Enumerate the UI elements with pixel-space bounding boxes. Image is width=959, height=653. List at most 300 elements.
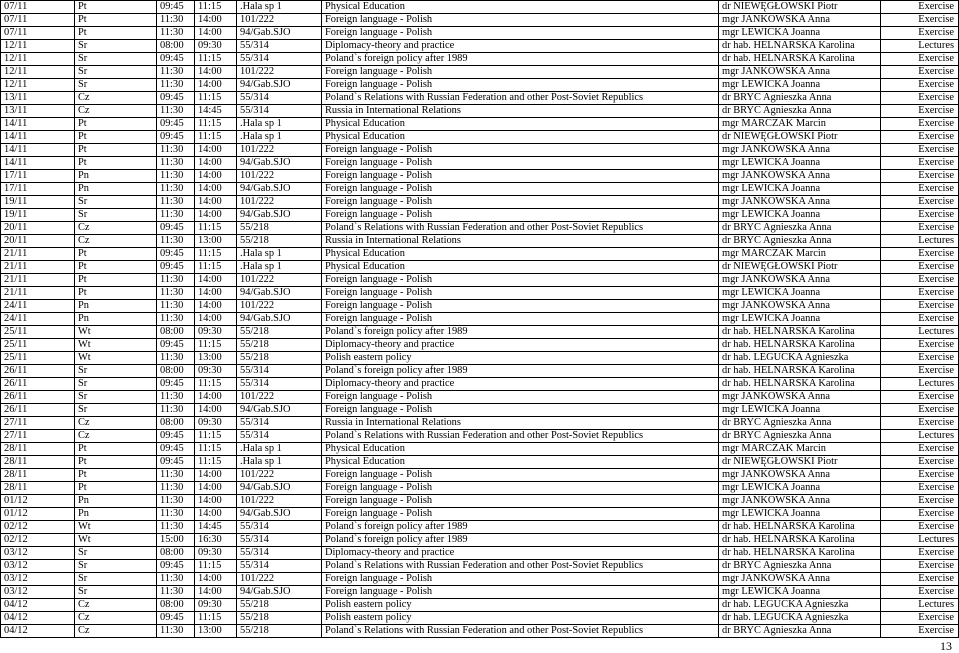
course-cell: Foreign language - Polish <box>322 27 719 40</box>
table-row <box>1 300 959 313</box>
room-cell: 101/222 <box>237 495 322 508</box>
type-cell: Exercise <box>881 14 959 27</box>
end-time-cell: 09:30 <box>195 326 237 339</box>
weekday-cell: Śr <box>75 66 157 79</box>
date-cell: 12/11 <box>1 40 75 53</box>
type-cell: Exercise <box>881 339 959 352</box>
weekday-cell: Pt <box>75 287 157 300</box>
weekday-cell: Śr <box>75 573 157 586</box>
instructor-cell: dr hab. HELNARSKA Karolina <box>719 339 881 352</box>
table-row <box>1 573 959 586</box>
weekday-cell: Wt <box>75 534 157 547</box>
course-cell: Poland`s foreign policy after 1989 <box>322 521 719 534</box>
instructor-cell: dr hab. HELNARSKA Karolina <box>719 547 881 560</box>
weekday-cell: Cz <box>75 105 157 118</box>
end-time-cell: 14:00 <box>195 144 237 157</box>
room-cell: 101/222 <box>237 573 322 586</box>
instructor-cell: mgr JANKOWSKA Anna <box>719 300 881 313</box>
instructor-cell: mgr JANKOWSKA Anna <box>719 573 881 586</box>
room-cell: 55/314 <box>237 430 322 443</box>
weekday-cell: Śr <box>75 365 157 378</box>
table-row <box>1 1 959 14</box>
start-time-cell: 08:00 <box>157 599 195 612</box>
date-cell: 25/11 <box>1 326 75 339</box>
weekday-cell: Śr <box>75 560 157 573</box>
weekday-cell: Cz <box>75 417 157 430</box>
course-cell: Foreign language - Polish <box>322 469 719 482</box>
start-time-cell: 11:30 <box>157 235 195 248</box>
table-row <box>1 313 959 326</box>
start-time-cell: 11:30 <box>157 14 195 27</box>
date-cell: 25/11 <box>1 339 75 352</box>
date-cell: 27/11 <box>1 430 75 443</box>
type-cell: Exercise <box>881 443 959 456</box>
start-time-cell: 11:30 <box>157 469 195 482</box>
end-time-cell: 14:00 <box>195 495 237 508</box>
end-time-cell: 14:00 <box>195 287 237 300</box>
start-time-cell: 09:45 <box>157 612 195 625</box>
room-cell: 55/314 <box>237 417 322 430</box>
type-cell: Exercise <box>881 456 959 469</box>
instructor-cell: mgr JANKOWSKA Anna <box>719 66 881 79</box>
instructor-cell: dr hab. HELNARSKA Karolina <box>719 521 881 534</box>
instructor-cell: dr BRYC Agnieszka Anna <box>719 560 881 573</box>
instructor-cell: dr NIEWĘGŁOWSKI Piotr <box>719 131 881 144</box>
course-cell: Foreign language - Polish <box>322 196 719 209</box>
room-cell: .Hala sp 1 <box>237 261 322 274</box>
end-time-cell: 14:00 <box>195 196 237 209</box>
course-cell: Poland`s foreign policy after 1989 <box>322 534 719 547</box>
instructor-cell: dr hab. HELNARSKA Karolina <box>719 378 881 391</box>
start-time-cell: 11:30 <box>157 300 195 313</box>
type-cell: Exercise <box>881 313 959 326</box>
type-cell: Exercise <box>881 79 959 92</box>
room-cell: 55/314 <box>237 378 322 391</box>
type-cell: Exercise <box>881 352 959 365</box>
weekday-cell: Cz <box>75 599 157 612</box>
start-time-cell: 08:00 <box>157 40 195 53</box>
weekday-cell: Pn <box>75 300 157 313</box>
weekday-cell: Pt <box>75 482 157 495</box>
end-time-cell: 11:15 <box>195 443 237 456</box>
date-cell: 28/11 <box>1 469 75 482</box>
course-cell: Physical Education <box>322 1 719 14</box>
type-cell: Lectures <box>881 378 959 391</box>
start-time-cell: 09:45 <box>157 456 195 469</box>
table-row <box>1 417 959 430</box>
course-cell: Foreign language - Polish <box>322 482 719 495</box>
type-cell: Exercise <box>881 417 959 430</box>
start-time-cell: 11:30 <box>157 27 195 40</box>
instructor-cell: mgr LEWICKA Joanna <box>719 586 881 599</box>
instructor-cell: dr hab. LEGUCKA Agnieszka <box>719 352 881 365</box>
table-row <box>1 235 959 248</box>
weekday-cell: Cz <box>75 222 157 235</box>
room-cell: 101/222 <box>237 144 322 157</box>
course-cell: Russia in International Relations <box>322 417 719 430</box>
weekday-cell: Śr <box>75 40 157 53</box>
instructor-cell: mgr LEWICKA Joanna <box>719 482 881 495</box>
course-cell: Foreign language - Polish <box>322 300 719 313</box>
date-cell: 26/11 <box>1 391 75 404</box>
date-cell: 17/11 <box>1 183 75 196</box>
instructor-cell: mgr LEWICKA Joanna <box>719 508 881 521</box>
date-cell: 24/11 <box>1 300 75 313</box>
type-cell: Lectures <box>881 534 959 547</box>
weekday-cell: Pn <box>75 313 157 326</box>
weekday-cell: Cz <box>75 430 157 443</box>
date-cell: 14/11 <box>1 118 75 131</box>
start-time-cell: 11:30 <box>157 287 195 300</box>
instructor-cell: mgr JANKOWSKA Anna <box>719 495 881 508</box>
course-cell: Polish eastern policy <box>322 599 719 612</box>
start-time-cell: 11:30 <box>157 352 195 365</box>
table-row <box>1 287 959 300</box>
room-cell: 94/Gab.SJO <box>237 404 322 417</box>
weekday-cell: Pt <box>75 118 157 131</box>
room-cell: 94/Gab.SJO <box>237 313 322 326</box>
instructor-cell: dr BRYC Agnieszka Anna <box>719 222 881 235</box>
table-row <box>1 521 959 534</box>
room-cell: 55/218 <box>237 235 322 248</box>
weekday-cell: Cz <box>75 92 157 105</box>
course-cell: Physical Education <box>322 131 719 144</box>
course-cell: Diplomacy-theory and practice <box>322 339 719 352</box>
weekday-cell: Pt <box>75 469 157 482</box>
table-row <box>1 40 959 53</box>
weekday-cell: Śr <box>75 404 157 417</box>
weekday-cell: Pt <box>75 144 157 157</box>
instructor-cell: mgr LEWICKA Joanna <box>719 27 881 40</box>
start-time-cell: 11:30 <box>157 508 195 521</box>
date-cell: 03/12 <box>1 547 75 560</box>
end-time-cell: 14:00 <box>195 482 237 495</box>
course-cell: Poland`s foreign policy after 1989 <box>322 365 719 378</box>
weekday-cell: Śr <box>75 547 157 560</box>
date-cell: 03/12 <box>1 573 75 586</box>
instructor-cell: mgr LEWICKA Joanna <box>719 287 881 300</box>
room-cell: 94/Gab.SJO <box>237 79 322 92</box>
table-row <box>1 53 959 66</box>
instructor-cell: mgr LEWICKA Joanna <box>719 209 881 222</box>
end-time-cell: 11:15 <box>195 53 237 66</box>
course-cell: Foreign language - Polish <box>322 157 719 170</box>
end-time-cell: 14:00 <box>195 274 237 287</box>
type-cell: Lectures <box>881 326 959 339</box>
date-cell: 13/11 <box>1 105 75 118</box>
date-cell: 14/11 <box>1 144 75 157</box>
room-cell: 55/218 <box>237 326 322 339</box>
date-cell: 21/11 <box>1 287 75 300</box>
end-time-cell: 11:15 <box>195 378 237 391</box>
weekday-cell: Pn <box>75 495 157 508</box>
instructor-cell: mgr JANKOWSKA Anna <box>719 14 881 27</box>
end-time-cell: 11:15 <box>195 222 237 235</box>
room-cell: 94/Gab.SJO <box>237 183 322 196</box>
table-row <box>1 625 959 638</box>
type-cell: Exercise <box>881 183 959 196</box>
type-cell: Exercise <box>881 560 959 573</box>
instructor-cell: dr NIEWĘGŁOWSKI Piotr <box>719 1 881 14</box>
table-row <box>1 14 959 27</box>
start-time-cell: 08:00 <box>157 417 195 430</box>
course-cell: Foreign language - Polish <box>322 495 719 508</box>
course-cell: Russia in International Relations <box>322 105 719 118</box>
start-time-cell: 11:30 <box>157 105 195 118</box>
date-cell: 24/11 <box>1 313 75 326</box>
date-cell: 21/11 <box>1 248 75 261</box>
start-time-cell: 09:45 <box>157 118 195 131</box>
table-row <box>1 118 959 131</box>
type-cell: Exercise <box>881 131 959 144</box>
table-row <box>1 586 959 599</box>
course-cell: Physical Education <box>322 456 719 469</box>
weekday-cell: Pt <box>75 274 157 287</box>
date-cell: 19/11 <box>1 209 75 222</box>
start-time-cell: 11:30 <box>157 391 195 404</box>
type-cell: Exercise <box>881 287 959 300</box>
table-row <box>1 79 959 92</box>
course-cell: Diplomacy-theory and practice <box>322 378 719 391</box>
end-time-cell: 14:00 <box>195 66 237 79</box>
start-time-cell: 09:45 <box>157 339 195 352</box>
table-row <box>1 27 959 40</box>
table-row <box>1 599 959 612</box>
course-cell: Russia in International Relations <box>322 235 719 248</box>
date-cell: 04/12 <box>1 612 75 625</box>
end-time-cell: 11:15 <box>195 1 237 14</box>
type-cell: Exercise <box>881 586 959 599</box>
room-cell: 55/218 <box>237 625 322 638</box>
course-cell: Diplomacy-theory and practice <box>322 547 719 560</box>
end-time-cell: 09:30 <box>195 417 237 430</box>
room-cell: 94/Gab.SJO <box>237 209 322 222</box>
end-time-cell: 09:30 <box>195 40 237 53</box>
course-cell: Foreign language - Polish <box>322 404 719 417</box>
course-cell: Physical Education <box>322 248 719 261</box>
instructor-cell: dr NIEWĘGŁOWSKI Piotr <box>719 261 881 274</box>
date-cell: 28/11 <box>1 456 75 469</box>
room-cell: 101/222 <box>237 14 322 27</box>
type-cell: Exercise <box>881 547 959 560</box>
weekday-cell: Pn <box>75 508 157 521</box>
course-cell: Polish eastern policy <box>322 612 719 625</box>
table-row <box>1 196 959 209</box>
start-time-cell: 11:30 <box>157 170 195 183</box>
type-cell: Exercise <box>881 391 959 404</box>
start-time-cell: 09:45 <box>157 53 195 66</box>
course-cell: Poland`s Relations with Russian Federation and other Post-Soviet Republics <box>322 625 719 638</box>
start-time-cell: 11:30 <box>157 274 195 287</box>
start-time-cell: 08:00 <box>157 326 195 339</box>
start-time-cell: 09:45 <box>157 131 195 144</box>
course-cell: Foreign language - Polish <box>322 144 719 157</box>
instructor-cell: mgr JANKOWSKA Anna <box>719 144 881 157</box>
end-time-cell: 11:15 <box>195 339 237 352</box>
end-time-cell: 14:00 <box>195 300 237 313</box>
start-time-cell: 11:30 <box>157 625 195 638</box>
start-time-cell: 11:30 <box>157 573 195 586</box>
weekday-cell: Cz <box>75 612 157 625</box>
end-time-cell: 14:00 <box>195 469 237 482</box>
type-cell: Exercise <box>881 53 959 66</box>
instructor-cell: dr hab. HELNARSKA Karolina <box>719 40 881 53</box>
weekday-cell: Pt <box>75 14 157 27</box>
room-cell: 101/222 <box>237 391 322 404</box>
course-cell: Poland`s Relations with Russian Federation and other Post-Soviet Republics <box>322 560 719 573</box>
instructor-cell: mgr MARCZAK Marcin <box>719 118 881 131</box>
table-row <box>1 131 959 144</box>
room-cell: .Hala sp 1 <box>237 118 322 131</box>
table-row <box>1 157 959 170</box>
table-row <box>1 92 959 105</box>
table-row <box>1 443 959 456</box>
date-cell: 27/11 <box>1 417 75 430</box>
start-time-cell: 11:30 <box>157 66 195 79</box>
room-cell: 101/222 <box>237 274 322 287</box>
table-row <box>1 430 959 443</box>
room-cell: .Hala sp 1 <box>237 131 322 144</box>
weekday-cell: Pn <box>75 183 157 196</box>
end-time-cell: 11:15 <box>195 560 237 573</box>
type-cell: Exercise <box>881 222 959 235</box>
table-row <box>1 170 959 183</box>
table-row <box>1 482 959 495</box>
date-cell: 04/12 <box>1 599 75 612</box>
start-time-cell: 09:45 <box>157 261 195 274</box>
date-cell: 12/11 <box>1 66 75 79</box>
type-cell: Exercise <box>881 365 959 378</box>
type-cell: Lectures <box>881 40 959 53</box>
table-row <box>1 105 959 118</box>
date-cell: 12/11 <box>1 53 75 66</box>
schedule-body <box>1 1 959 638</box>
table-row <box>1 352 959 365</box>
date-cell: 25/11 <box>1 352 75 365</box>
end-time-cell: 14:00 <box>195 170 237 183</box>
weekday-cell: Wt <box>75 326 157 339</box>
instructor-cell: dr hab. HELNARSKA Karolina <box>719 53 881 66</box>
room-cell: 55/314 <box>237 365 322 378</box>
instructor-cell: dr hab. HELNARSKA Karolina <box>719 534 881 547</box>
instructor-cell: mgr JANKOWSKA Anna <box>719 391 881 404</box>
end-time-cell: 14:00 <box>195 313 237 326</box>
course-cell: Physical Education <box>322 443 719 456</box>
weekday-cell: Wt <box>75 521 157 534</box>
course-cell: Foreign language - Polish <box>322 313 719 326</box>
end-time-cell: 13:00 <box>195 625 237 638</box>
date-cell: 19/11 <box>1 196 75 209</box>
room-cell: 94/Gab.SJO <box>237 27 322 40</box>
table-row <box>1 534 959 547</box>
type-cell: Exercise <box>881 274 959 287</box>
weekday-cell: Pt <box>75 248 157 261</box>
end-time-cell: 11:15 <box>195 92 237 105</box>
weekday-cell: Śr <box>75 196 157 209</box>
room-cell: 55/218 <box>237 612 322 625</box>
room-cell: 55/218 <box>237 599 322 612</box>
table-row <box>1 66 959 79</box>
table-row <box>1 144 959 157</box>
course-cell: Poland`s Relations with Russian Federation and other Post-Soviet Republics <box>322 430 719 443</box>
room-cell: 94/Gab.SJO <box>237 157 322 170</box>
end-time-cell: 09:30 <box>195 599 237 612</box>
course-cell: Foreign language - Polish <box>322 573 719 586</box>
date-cell: 14/11 <box>1 131 75 144</box>
type-cell: Exercise <box>881 261 959 274</box>
end-time-cell: 09:30 <box>195 365 237 378</box>
course-cell: Foreign language - Polish <box>322 287 719 300</box>
room-cell: .Hala sp 1 <box>237 248 322 261</box>
instructor-cell: mgr JANKOWSKA Anna <box>719 274 881 287</box>
room-cell: 55/218 <box>237 222 322 235</box>
weekday-cell: Śr <box>75 378 157 391</box>
date-cell: 14/11 <box>1 157 75 170</box>
instructor-cell: mgr LEWICKA Joanna <box>719 313 881 326</box>
room-cell: 55/314 <box>237 92 322 105</box>
course-cell: Foreign language - Polish <box>322 170 719 183</box>
weekday-cell: Śr <box>75 53 157 66</box>
weekday-cell: Pt <box>75 261 157 274</box>
room-cell: .Hala sp 1 <box>237 1 322 14</box>
room-cell: 101/222 <box>237 66 322 79</box>
weekday-cell: Pt <box>75 443 157 456</box>
weekday-cell: Pt <box>75 1 157 14</box>
type-cell: Exercise <box>881 144 959 157</box>
start-time-cell: 11:30 <box>157 209 195 222</box>
end-time-cell: 14:00 <box>195 79 237 92</box>
weekday-cell: Cz <box>75 625 157 638</box>
table-row <box>1 378 959 391</box>
weekday-cell: Cz <box>75 235 157 248</box>
instructor-cell: mgr JANKOWSKA Anna <box>719 170 881 183</box>
instructor-cell: dr hab. LEGUCKA Agnieszka <box>719 599 881 612</box>
instructor-cell: dr BRYC Agnieszka Anna <box>719 235 881 248</box>
type-cell: Exercise <box>881 27 959 40</box>
instructor-cell: mgr MARCZAK Marcin <box>719 443 881 456</box>
weekday-cell: Pt <box>75 27 157 40</box>
start-time-cell: 09:45 <box>157 222 195 235</box>
type-cell: Exercise <box>881 508 959 521</box>
room-cell: 55/314 <box>237 53 322 66</box>
type-cell: Exercise <box>881 300 959 313</box>
date-cell: 03/12 <box>1 586 75 599</box>
end-time-cell: 14:00 <box>195 391 237 404</box>
room-cell: .Hala sp 1 <box>237 456 322 469</box>
start-time-cell: 11:30 <box>157 196 195 209</box>
date-cell: 20/11 <box>1 222 75 235</box>
table-row <box>1 456 959 469</box>
instructor-cell: dr hab. HELNARSKA Karolina <box>719 365 881 378</box>
start-time-cell: 15:00 <box>157 534 195 547</box>
date-cell: 02/12 <box>1 521 75 534</box>
course-cell: Foreign language - Polish <box>322 66 719 79</box>
date-cell: 28/11 <box>1 482 75 495</box>
table-row <box>1 391 959 404</box>
start-time-cell: 09:45 <box>157 560 195 573</box>
type-cell: Exercise <box>881 521 959 534</box>
end-time-cell: 13:00 <box>195 352 237 365</box>
room-cell: 94/Gab.SJO <box>237 482 322 495</box>
date-cell: 26/11 <box>1 378 75 391</box>
end-time-cell: 11:15 <box>195 612 237 625</box>
end-time-cell: 14:00 <box>195 183 237 196</box>
date-cell: 04/12 <box>1 625 75 638</box>
end-time-cell: 11:15 <box>195 261 237 274</box>
course-cell: Foreign language - Polish <box>322 586 719 599</box>
start-time-cell: 11:30 <box>157 313 195 326</box>
course-cell: Foreign language - Polish <box>322 391 719 404</box>
